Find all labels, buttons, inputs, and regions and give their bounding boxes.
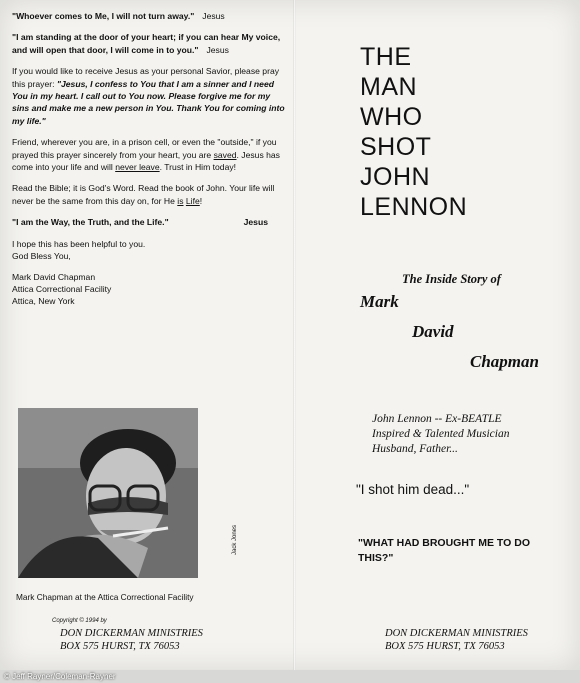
right-ministry bbox=[385, 627, 528, 653]
ministry-name: DON DICKERMAN MINISTRIES bbox=[385, 628, 528, 639]
quote-door bbox=[12, 31, 286, 56]
life-word: Life bbox=[185, 195, 200, 206]
title-line: MAN bbox=[360, 73, 418, 101]
prayer-paragraph bbox=[12, 65, 286, 127]
hope-text: I hope this has been helpful to you. bbox=[12, 238, 146, 249]
friend-text: . Jesus has come into your life and will bbox=[12, 149, 280, 173]
signature-block bbox=[12, 271, 286, 307]
title-line: THE bbox=[360, 43, 412, 71]
author-middle: David bbox=[412, 322, 454, 341]
left-ministry bbox=[60, 627, 203, 653]
prayer-intro: If you would like to receive Jesus as your personal Savior, please pray this prayer: bbox=[12, 66, 280, 89]
quote-whoever-text: "Whoever comes to Me, I will not turn away." bbox=[12, 11, 195, 21]
photo-credit: Jack Jones bbox=[232, 524, 238, 555]
tagline-line: Inspired & Talented Musician bbox=[372, 428, 510, 440]
saved-word: saved bbox=[213, 149, 237, 160]
fold-line bbox=[293, 0, 296, 670]
book-title bbox=[360, 42, 467, 222]
photo-agency-credit: © Jeff Rayner/Coleman-Rayner bbox=[4, 672, 116, 681]
never-leave-word: never leave bbox=[115, 162, 160, 173]
bible-text-end: ! bbox=[199, 195, 203, 206]
quote-brought: "WHAT HAD BROUGHT ME TO DO THIS?" bbox=[358, 537, 530, 564]
portrait-photo bbox=[18, 408, 198, 578]
photo-caption: Mark Chapman at the Attica Correctional Facility bbox=[16, 592, 194, 602]
bible-paragraph bbox=[12, 182, 286, 207]
friend-text: . Trust in Him today! bbox=[159, 162, 237, 173]
copyright-line: Copyright © 1994 by bbox=[52, 618, 107, 624]
quote-door-text: "I am standing at the door of your heart; if you can hear My voice, and will open that door, I will come in to you." bbox=[12, 32, 281, 55]
title-line: WHO bbox=[360, 103, 423, 131]
tagline-line: Husband, Father... bbox=[372, 443, 458, 455]
title-line: SHOT bbox=[360, 133, 432, 161]
signature-name: Mark David Chapman bbox=[12, 271, 96, 282]
ministry-address: BOX 575 HURST, TX 76053 bbox=[385, 641, 505, 652]
closing bbox=[12, 238, 286, 262]
bless-text: God Bless You, bbox=[12, 250, 71, 261]
friend-text: Friend, wherever you are, in a prison cell, or even the "outside," if you prayed this prayer sincerely from your heart, you are bbox=[12, 137, 277, 160]
ministry-name: DON DICKERMAN MINISTRIES bbox=[60, 628, 203, 639]
prayer-text: "Jesus, I confess to You that I am a sinner and I need You in my heart. I call out to You now. Please forgive me for my sins and make me a new person in You. Thank You for coming into my life." bbox=[12, 78, 285, 126]
quote-whoever bbox=[12, 10, 286, 22]
title-line: LENNON bbox=[360, 193, 468, 221]
quote-attribution: Jesus bbox=[206, 44, 229, 55]
author-first: Mark bbox=[360, 292, 399, 311]
quote-attribution: Jesus bbox=[243, 217, 268, 228]
tagline bbox=[372, 412, 509, 457]
bible-text: Read the Bible; it is God's Word. Read the book of John. Your life will never be the same from this day on, for He bbox=[12, 183, 275, 206]
portrait-illustration bbox=[18, 408, 198, 578]
signature-place: Attica Correctional Facility bbox=[12, 283, 112, 294]
friend-paragraph bbox=[12, 136, 286, 173]
left-panel bbox=[12, 10, 286, 316]
signature-city: Attica, New York bbox=[12, 295, 75, 306]
is-word: is bbox=[177, 195, 184, 206]
quote-attribution: Jesus bbox=[202, 11, 225, 21]
quote-shot: "I shot him dead..." bbox=[356, 482, 470, 497]
subtitle-inside-story: The Inside Story of bbox=[402, 272, 501, 286]
quote-way bbox=[12, 216, 286, 228]
ministry-address: BOX 575 HURST, TX 76053 bbox=[60, 641, 180, 652]
tagline-line: John Lennon -- Ex-BEATLE bbox=[372, 413, 502, 425]
author-last: Chapman bbox=[470, 352, 539, 371]
quote-way-text: "I am the Way, the Truth, and the Life." bbox=[12, 217, 169, 228]
title-line: JOHN bbox=[360, 163, 431, 191]
